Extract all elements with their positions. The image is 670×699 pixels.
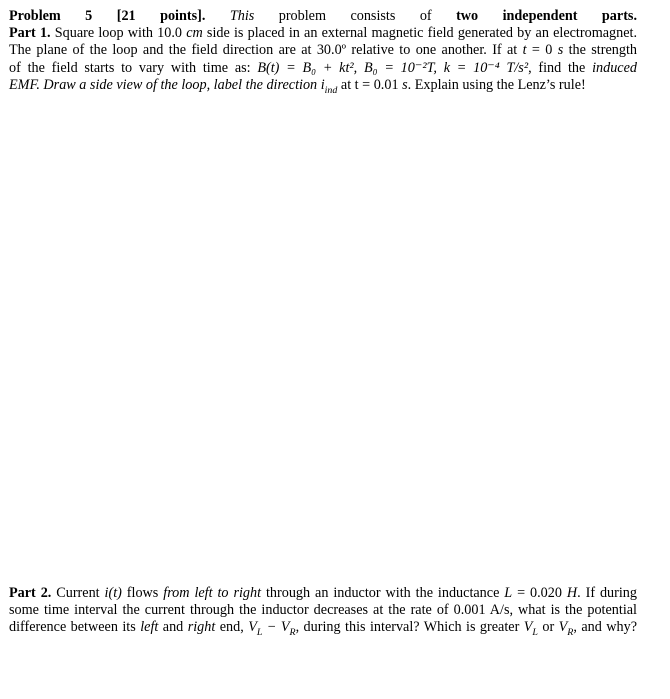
unit-H: H	[566, 585, 578, 601]
part2-text-1b: flows	[121, 585, 164, 601]
var-V: V	[248, 619, 257, 636]
part1-unit-s-2: s	[402, 76, 408, 93]
problem-5-part-2	[9, 585, 637, 637]
header-italic: This	[205, 8, 255, 24]
part2-text-1c: through an inductor with the inductance	[261, 585, 505, 601]
part1-line-1	[9, 25, 637, 42]
part1-unit-s: s	[557, 42, 564, 59]
part2-text-1a: Current	[51, 585, 105, 601]
header-period: .	[633, 8, 637, 24]
part1-line-4	[9, 77, 637, 94]
part2-right: right	[187, 619, 216, 636]
field-formula: B(t) = B₀ + kt², B₀ = 10⁻²T, k = 10⁻⁴ T/s²	[257, 59, 529, 76]
header-bold-phrase: two independent parts	[456, 8, 634, 24]
part1-text-3b: , find the	[528, 59, 593, 76]
problem-title: Problem 5 [21 points].	[9, 8, 206, 24]
part2-line-1	[9, 585, 637, 602]
part1-induced: induced	[592, 59, 637, 76]
part2-direction: from left to right	[163, 585, 262, 601]
header-text: problem consists of	[254, 8, 457, 24]
sub-R-2: R	[567, 627, 574, 639]
var-V-L: V	[523, 619, 533, 636]
part1-label: Part 1.	[9, 25, 51, 42]
sub-L-2: L	[532, 627, 538, 639]
part1-draw-instruction: Draw a side view of the loop, label the direction	[39, 76, 321, 93]
problem-header-line	[9, 8, 637, 25]
part1-text-4rest: at t = 0.01	[337, 76, 403, 93]
part2-text-3a: difference between its	[9, 619, 141, 636]
part1-unit-cm: cm	[186, 25, 203, 42]
part1-text-2end: the strength	[563, 42, 637, 59]
part2-label: Part 2.	[9, 585, 52, 601]
part2-text-3b: and	[158, 619, 188, 636]
var-V-R: V	[558, 619, 568, 636]
part1-line-2	[9, 42, 637, 59]
part1-eq-0: = 0	[526, 42, 558, 59]
part1-text-1a: Square loop with 10.0	[50, 25, 187, 42]
part1-text-4end: . Explain using the Lenz’s rule!	[407, 76, 586, 93]
current-i-t: i(t)	[104, 585, 122, 601]
part2-left: left	[140, 619, 159, 636]
var-i: i	[320, 76, 325, 93]
part1-text-2: The plane of the loop and the field direction are at 30.0º relative to one another. If at	[9, 42, 523, 59]
part1-text-3a: of the field starts to vary with time as:	[9, 59, 258, 76]
var-i-sub: ind	[324, 84, 338, 96]
part2-text-3end: , and why?	[573, 619, 637, 636]
part2-text-3c: end,	[215, 619, 249, 636]
part1-text-1b: side is placed in an external magnetic field generated by an electromagnet.	[202, 25, 637, 42]
sub-R: R	[289, 627, 296, 639]
part1-line-3	[9, 60, 637, 77]
part2-text-3d: , during this interval? Which is greater	[295, 619, 524, 636]
part2-text-1d: = 0.020	[512, 585, 567, 601]
part2-line-3	[9, 619, 637, 639]
part2-or: or	[537, 619, 559, 636]
part2-text-1e: . If during	[577, 585, 637, 601]
part1-var-t: t	[522, 42, 527, 59]
part2-line-2	[9, 602, 637, 619]
minus-V: − V	[262, 619, 290, 636]
part2-text-2: some time interval the current through the inductor decreases at the rate of 0.001 A/s, what is the potential	[9, 602, 637, 619]
sub-L: L	[256, 627, 263, 639]
var-L: L	[504, 585, 513, 601]
problem-5-part-1	[9, 8, 637, 94]
part1-emf: EMF.	[9, 76, 40, 93]
